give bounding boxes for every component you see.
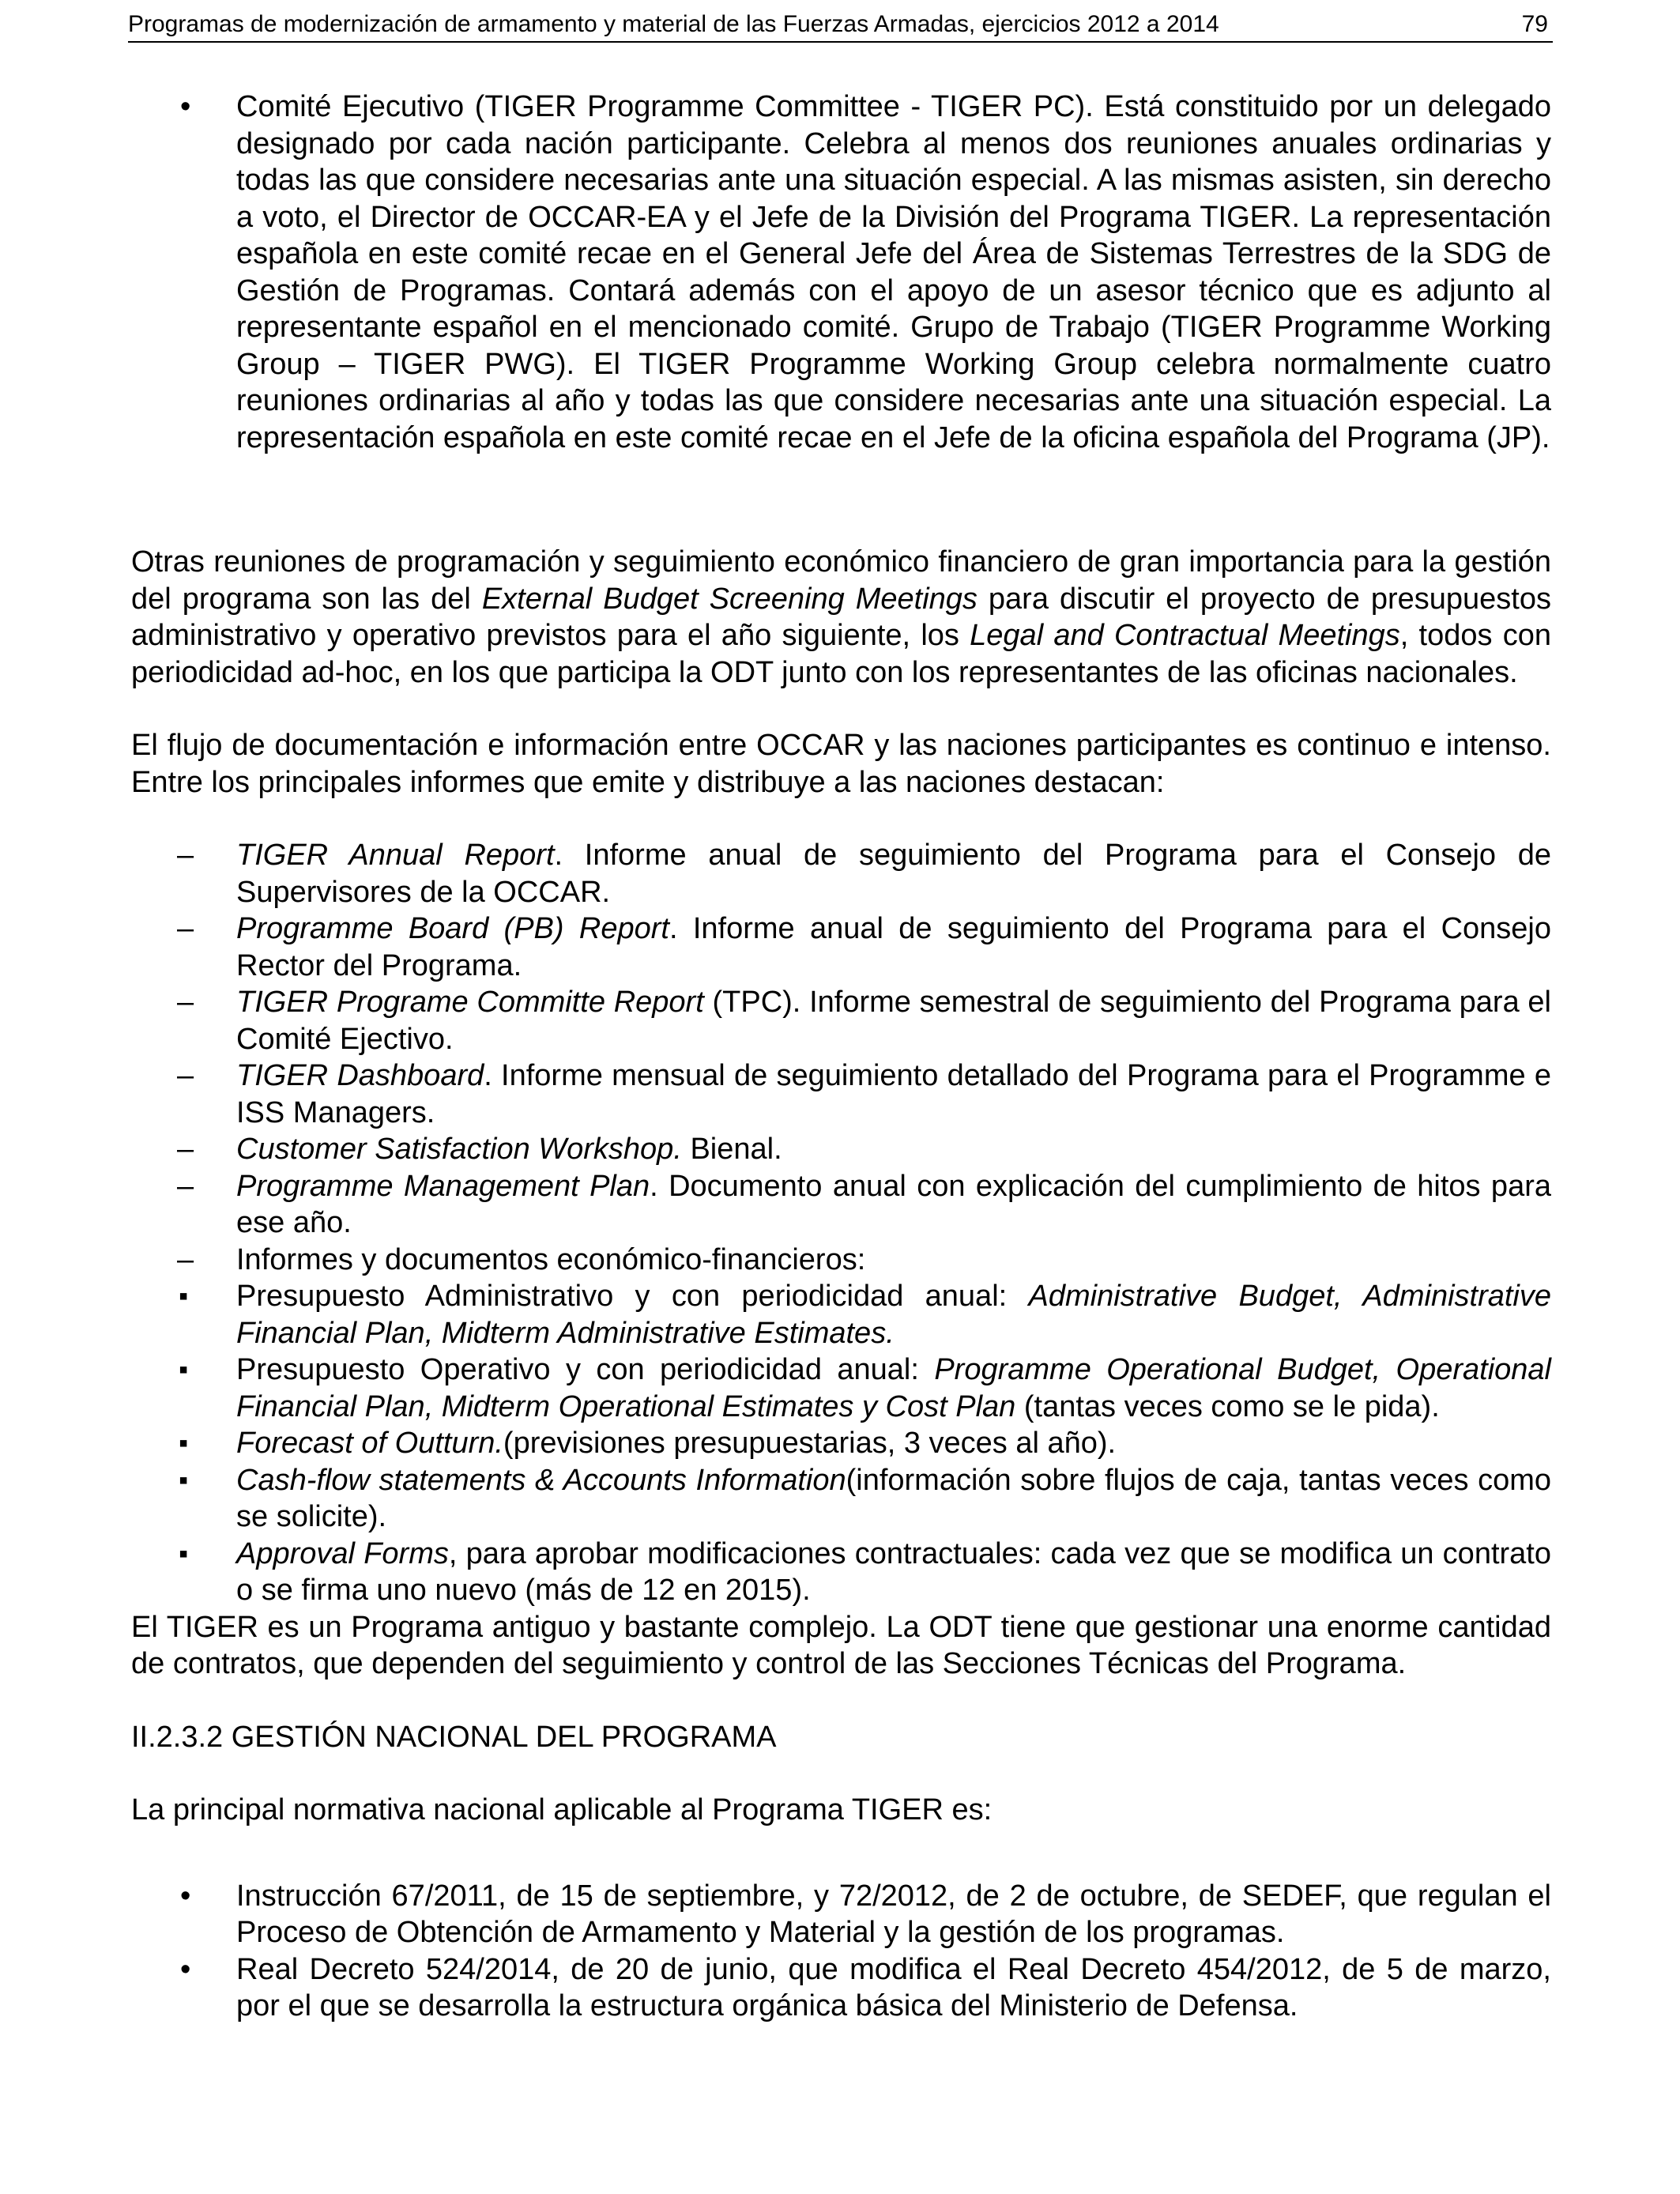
paragraph-flujo: El flujo de documentación e información entre OCCAR y las naciones participantes es continuo e intenso. Entre los principales informes que emite y distribuye a las naciones destacan:	[131, 729, 1551, 799]
square-bullet-marker: ▪	[179, 1355, 189, 1385]
reports-list	[131, 837, 1551, 1278]
page-number: 79	[1521, 11, 1548, 37]
square-bullet-marker: ▪	[179, 1538, 189, 1569]
bullet-marker: •	[180, 90, 191, 123]
list-item: ▪ Presupuesto Administrativo y con periodicidad anual: Administrative Budget, Administrative Financial Plan, Midterm Administrative Estimates.	[179, 1280, 1551, 1350]
list-item-text: Real Decreto 524/2014, de 20 de junio, que modifica el Real Decreto 454/2012, de 5 de marzo, por el que se desarrolla la estructura orgánica básica del Ministerio de Defensa.	[236, 1952, 1551, 2022]
list-item: ▪ Forecast of Outturn.(previsiones presupuestarias, 3 veces al año).	[131, 1425, 1551, 1462]
dash-marker: –	[177, 1242, 194, 1276]
list-item: – TIGER Programe Committe Report (TPC). Informe semestral de seguimiento del Programa para el Comité Ejectivo.	[177, 986, 1552, 1056]
dash-marker: –	[177, 839, 194, 872]
list-item-text: Comité Ejecutivo (TIGER Programme Committee - TIGER PC). Está constituido por un delegado designado por cada nación participante. Celebra al menos dos reuniones anuales ordinarias y todas las que considere necesarias ante una situación especial. A las mismas asisten, sin derecho a voto, el Director de OCCAR-EA y el Jefe de la División del Programa TIGER. La representación española en este comité recae en el General Jefe del Área de Sistemas Terrestres de la SDG de Gestión de Programas. Contará además con el apoyo de un asesor técnico que es adjunto al representante español en el mencionado comité. Grupo de Trabajo (TIGER Programme Working Group – TIGER PWG). El TIGER Programme Working Group celebra normalmente cuatro reuniones ordinarias al año y todas las que considere necesarias ante una situación especial. La representación española en este comité recae en el Jefe de la oficina española del Programa (JP).	[236, 90, 1551, 454]
list-item: – Informes y documentos económico-financieros:	[131, 1242, 1551, 1279]
bullet-marker: •	[180, 1879, 191, 1913]
page-header	[128, 8, 1553, 43]
square-bullet-marker: ▪	[179, 1465, 189, 1495]
paragraph-normativa: La principal normativa nacional aplicable al Programa TIGER es:	[131, 1793, 993, 1826]
section-heading: II.2.3.2 GESTIÓN NACIONAL DEL PROGRAMA	[131, 1720, 777, 1754]
paragraph-otras-reuniones: Otras reuniones de programación y seguimiento económico financiero de gran importancia para la gestión del programa son las del External Budget Screening Meetings para discutir el proyecto de presupuestos administrativo y operativo previstos para el año siguiente, los Legal and Contractual Meetings, todos con periodicidad ad-hoc, en los que participa la ODT junto con los representantes de las oficinas nacionales.	[131, 545, 1551, 689]
list-item	[131, 1878, 1551, 1951]
paragraph-tiger: El TIGER es un Programa antiguo y bastante complejo. La ODT tiene que gestionar una enorme cantidad de contratos, que dependen del seguimiento y control de las Secciones Técnicas del Programa.	[131, 1610, 1551, 1680]
header-title: Programas de modernización de armamento y material de las Fuerzas Armadas, ejercicios 2012 a 2014	[128, 11, 1219, 37]
list-item: – TIGER Dashboard. Informe mensual de seguimiento detallado del Programa para el Programme e ISS Managers.	[177, 1059, 1551, 1129]
list-item: ▪ Approval Forms, para aprobar modificaciones contractuales: cada vez que se modifica un contrato o se firma uno nuevo (más de 12 en 2015).	[179, 1536, 1551, 1607]
list-item	[131, 89, 1551, 456]
dash-marker: –	[177, 912, 194, 945]
list-item: – Programme Management Plan. Documento anual con explicación del cumplimiento de hitos para ese año.	[177, 1169, 1551, 1239]
list-item: – TIGER Annual Report. Informe anual de seguimiento del Programa para el Consejo de Supervisores de la OCCAR.	[177, 839, 1552, 909]
financial-list	[131, 1278, 1551, 1609]
list-item: ▪ Cash-flow statements & Accounts Information(información sobre flujos de caja, tantas veces como se solicite).	[179, 1463, 1552, 1533]
list-item	[131, 1951, 1551, 2025]
dash-marker: –	[177, 1169, 194, 1203]
dash-marker: –	[177, 986, 194, 1019]
list-item: ▪ Presupuesto Operativo y con periodicidad anual: Programme Operational Budget, Operational Financial Plan, Midterm Operational Estimates y Cost Plan (tantas veces como se le pida).	[179, 1353, 1551, 1423]
list-item: – Customer Satisfaction Workshop. Bienal.	[131, 1131, 1551, 1168]
list-item-text: Instrucción 67/2011, de 15 de septiembre, y 72/2012, de 2 de octubre, de SEDEF, que regulan el Proceso de Obtención de Armamento y Material y la gestión de los programas.	[236, 1879, 1551, 1949]
dash-marker: –	[177, 1133, 194, 1166]
dash-marker: –	[177, 1059, 194, 1092]
document-body	[131, 89, 1551, 2025]
square-bullet-marker: ▪	[179, 1281, 189, 1311]
square-bullet-marker: ▪	[179, 1428, 189, 1458]
bullet-marker: •	[180, 1952, 191, 1986]
list-item: – Programme Board (PB) Report. Informe anual de seguimiento del Programa para el Consejo Rector del Programa.	[177, 912, 1551, 982]
